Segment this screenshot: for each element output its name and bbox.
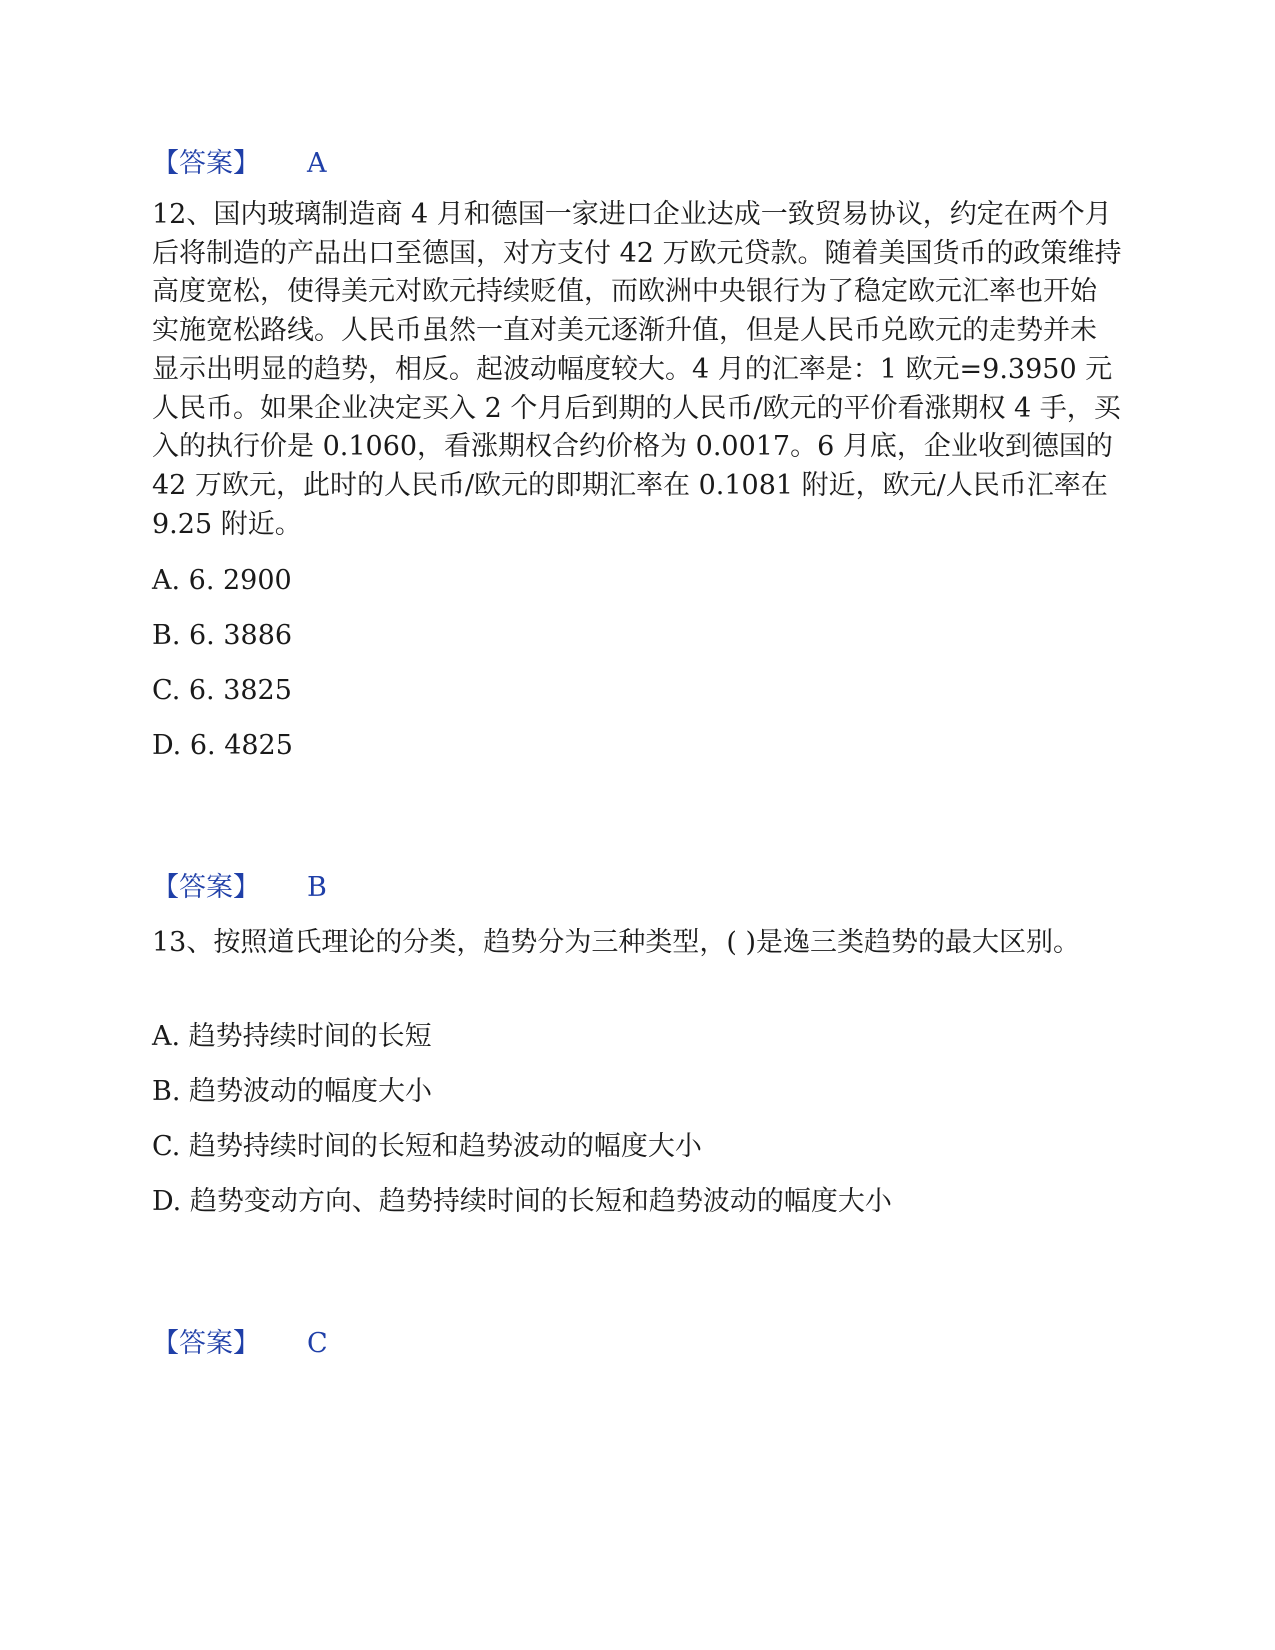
answer-label: 【答案】 xyxy=(152,148,260,179)
option-b: B. 趋势波动的幅度大小 xyxy=(152,1076,433,1107)
option-a: A. 趋势持续时间的长短 xyxy=(152,1021,432,1052)
question-13-text: 13、按照道氏理论的分类，趋势分为三种类型，( )是逸三类趋势的最大区别。 xyxy=(152,927,1081,958)
option-d: D. 趋势变动方向、趋势持续时间的长短和趋势波动的幅度大小 xyxy=(152,1186,892,1217)
question-12-text: 12、国内玻璃制造商 4 月和德国一家进口企业达成一致贸易协议，约定在两个月后将制造的产品出口至德国，对方支付 42 万欧元贷款。随着美国货币的政策维持高度宽松，使得美元对欧元持续贬值，而欧洲中央银行为了稳定欧元汇率也开始实施宽松路线。人民币虽然一直对美元逐渐升值，但是人民币兑欧元的走势并未显示出明显的趋势，相反。起波动幅度较大。4 月的汇率是：1 欧元=9.3950 元人民币。如果企业决定买入 2 个月后到期的人民币/欧元的平价看涨期权 4 手，买入的执行价是 0.1060，看涨期权合约价格为 0.0017。6 月底，企业收到德国的 42 万欧元，此时的人民币/欧元的即期汇率在 0.1081 附近，欧元/人民币汇率在 9.25 附近。 xyxy=(152,199,1122,540)
answer-label: 【答案】 xyxy=(152,872,260,903)
answer-value: C xyxy=(307,1328,328,1359)
answer-label: 【答案】 xyxy=(152,1328,260,1359)
option-d: D. 6. 4825 xyxy=(152,730,293,761)
answer-value: A xyxy=(307,148,327,179)
answer-line xyxy=(152,870,327,906)
answer-value: B xyxy=(307,872,327,903)
option-c: C. 6. 3825 xyxy=(152,675,292,706)
option-c: C. 趋势持续时间的长短和趋势波动的幅度大小 xyxy=(152,1131,702,1162)
answer-line xyxy=(152,1326,328,1362)
answer-line xyxy=(152,146,327,182)
option-a: A. 6. 2900 xyxy=(152,565,292,596)
option-b: B. 6. 3886 xyxy=(152,620,293,651)
